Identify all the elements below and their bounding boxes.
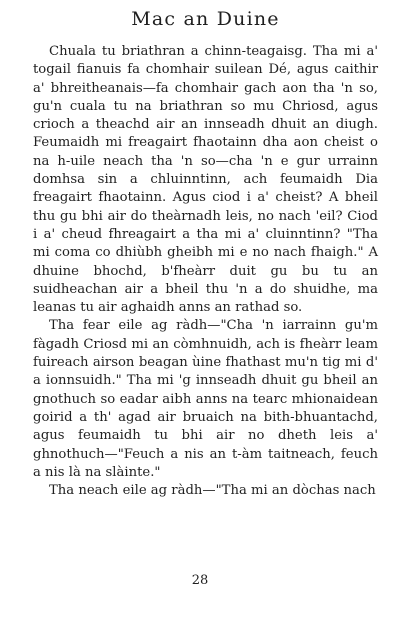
page-number: 28 <box>191 573 209 588</box>
paragraph-3: Tha neach eile ag ràdh—"Tha mi an dòchas nach <box>49 483 376 499</box>
running-head: Mac an Duine <box>131 8 280 30</box>
body-text <box>33 43 378 500</box>
paragraph-2: Tha fear eile ag ràdh—"Cha 'n iarrainn gu'm fàgadh Criosd mi an còmhnuidh, ach is fheàrr leam fuireach airson beagan ùine fhathast mu'n tig mi d' a ionnsuidh." Tha mi 'g innseadh dhuit gu bheil an gnothuch so eadar aibh anns na tearc mhionaidean goirid a th' agad air bruaich na bith-bhuantachd, agus feumaidh tu bhi air no dheth leis a' ghnothuch—"Feuch a nis an t-àm taitneach, feuch a nis là na slàinte." <box>33 318 378 480</box>
paragraph-1: Chuala tu briathran a chinn-teagaisg. Tha mi a' togail fianuis fa chomhair suilean Dé, agus caithir a' bhreitheanais—fa chomhair gach aon tha 'n so, gu'n cuala tu na briathran so mu Chriosd, agus crioch a theachd air an innseadh dhuit an diugh. Feumaidh mi freagairt fhaotainn dha aon cheist o na h-uile neach tha 'n so—cha 'n e gur urrainn domhsa sin a chluinntinn, ach feumaidh Dia freagairt fhaotainn. Agus ciod i a' cheist? A bheil thu gu bhi air do theàrnadh leis, no nach 'eil? Ciod i a' cheud fhreagairt a tha mi a' cluinntinn? "Tha mi coma co dhiùbh gheibh mi e no nach fhaigh." A dhuine bhochd, b'fheàrr duit gu bu tu an suidheachan air a bheil thu 'n a do shuidhe, ma leanas tu air aghaidh anns an rathad so. <box>33 44 378 316</box>
